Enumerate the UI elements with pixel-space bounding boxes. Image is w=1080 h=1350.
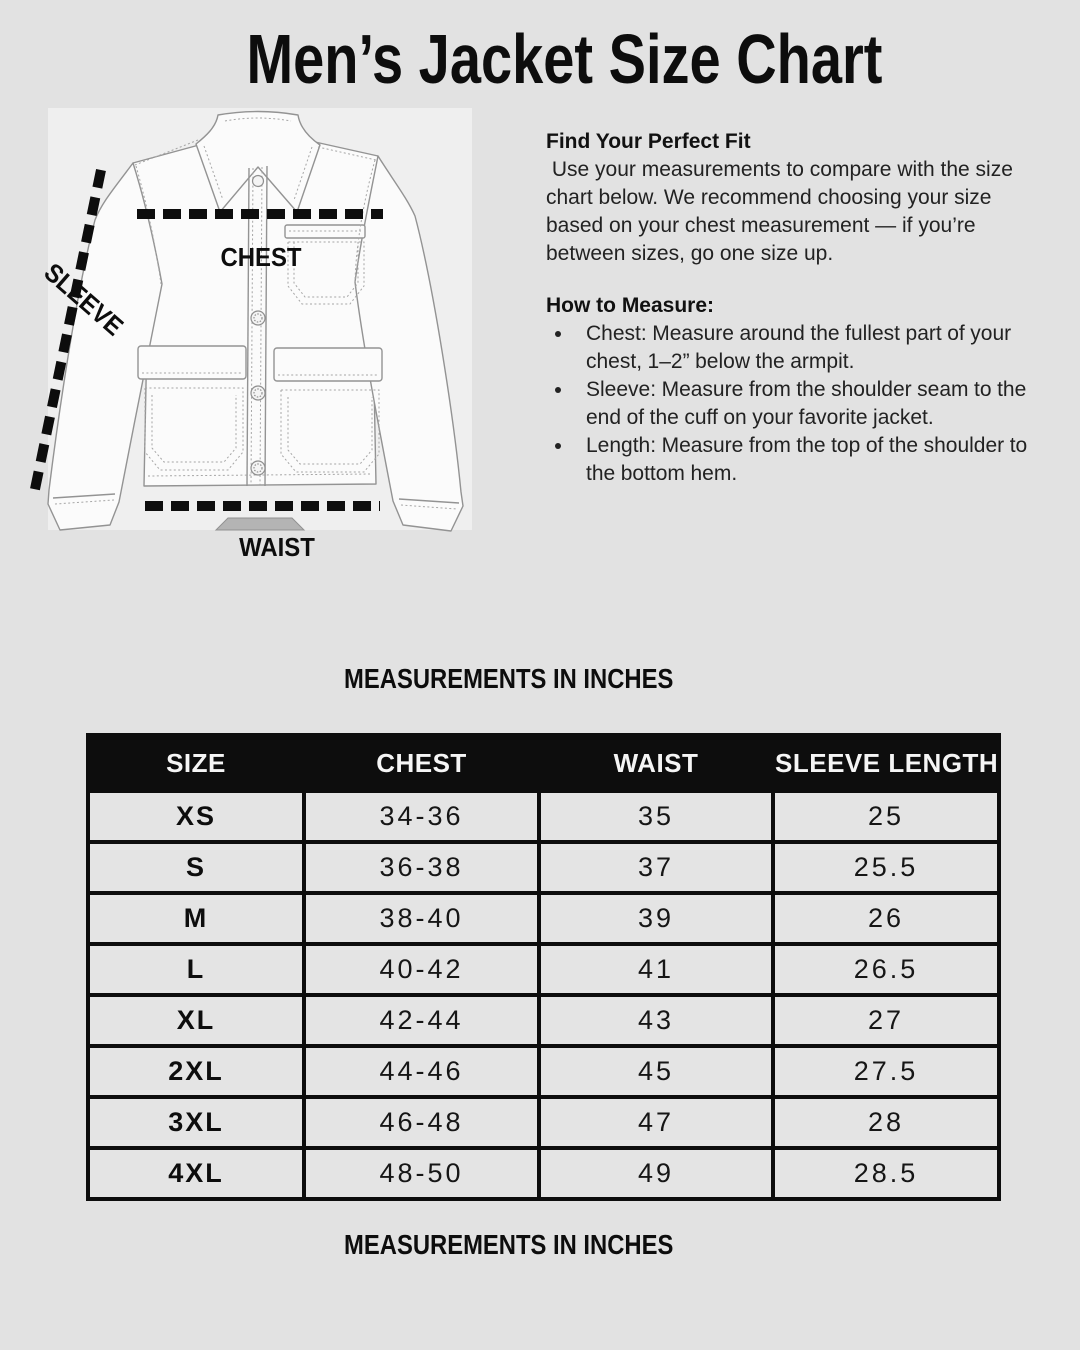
table-header-row xyxy=(88,735,999,791)
jacket-figure xyxy=(38,108,472,578)
table-row xyxy=(88,1046,999,1097)
measurements-heading-top: MEASUREMENTS IN INCHES xyxy=(343,663,674,694)
cell-chest: 38-40 xyxy=(304,893,539,944)
table-row xyxy=(88,944,999,995)
table-row xyxy=(88,1097,999,1148)
cell-waist: 49 xyxy=(539,1148,773,1199)
cell-size: XL xyxy=(88,995,304,1046)
jacket-base-shape xyxy=(216,518,304,530)
cell-waist: 45 xyxy=(539,1046,773,1097)
list-item-sleeve: • Sleeve: Measure from the shoulder seam to the end of the cuff on your favorite jacket. xyxy=(574,376,1032,432)
cell-size: M xyxy=(88,893,304,944)
cell-sleeve: 27.5 xyxy=(773,1046,999,1097)
list-item-length: • Length: Measure from the top of the shoulder to the bottom hem. xyxy=(574,432,1032,488)
cell-waist: 37 xyxy=(539,842,773,893)
cell-sleeve: 28.5 xyxy=(773,1148,999,1199)
table-row xyxy=(88,842,999,893)
cell-chest: 46-48 xyxy=(304,1097,539,1148)
page-title xyxy=(0,22,1080,96)
column-header-chest: CHEST xyxy=(304,735,539,791)
size-table xyxy=(86,733,1001,1201)
cell-waist: 39 xyxy=(539,893,773,944)
table-row xyxy=(88,1148,999,1199)
column-header-waist: WAIST xyxy=(539,735,773,791)
cell-waist: 47 xyxy=(539,1097,773,1148)
chest-label: CHEST xyxy=(220,243,302,273)
list-item-chest: • Chest: Measure around the fullest part of your chest, 1–2” below the armpit. xyxy=(574,320,1032,376)
cell-sleeve: 25 xyxy=(773,791,999,842)
fit-text: Use your measurements to compare with the size chart below. We recommend choosing your size based on your chest measurement — if you’re between sizes, go one size up. xyxy=(546,158,1019,265)
cell-size: 2XL xyxy=(88,1046,304,1097)
jacket-illustration xyxy=(38,108,472,578)
cell-chest: 48-50 xyxy=(304,1148,539,1199)
cell-size: 4XL xyxy=(88,1148,304,1199)
cell-sleeve: 26.5 xyxy=(773,944,999,995)
cell-size: L xyxy=(88,944,304,995)
measure-heading: How to Measure: xyxy=(546,294,715,317)
sleeve-label: SLEEVE xyxy=(38,257,129,342)
column-header-size: SIZE xyxy=(88,735,304,791)
cell-chest: 40-42 xyxy=(304,944,539,995)
cell-waist: 35 xyxy=(539,791,773,842)
page-title-text: Men’s Jacket Size Chart xyxy=(246,20,882,98)
cell-sleeve: 28 xyxy=(773,1097,999,1148)
cell-waist: 43 xyxy=(539,995,773,1046)
cell-sleeve: 26 xyxy=(773,893,999,944)
cell-chest: 44-46 xyxy=(304,1046,539,1097)
measurements-heading-bottom: MEASUREMENTS IN INCHES xyxy=(343,1229,674,1260)
column-header-sleeve: SLEEVE LENGTH xyxy=(773,735,999,791)
cell-size: XS xyxy=(88,791,304,842)
table-row xyxy=(88,791,999,842)
cell-waist: 41 xyxy=(539,944,773,995)
cell-sleeve: 27 xyxy=(773,995,999,1046)
cell-chest: 42-44 xyxy=(304,995,539,1046)
fit-heading: Find Your Perfect Fit xyxy=(546,130,751,153)
cell-sleeve: 25.5 xyxy=(773,842,999,893)
cell-size: 3XL xyxy=(88,1097,304,1148)
intro-column xyxy=(546,128,1032,488)
cell-chest: 34-36 xyxy=(304,791,539,842)
table-row xyxy=(88,893,999,944)
measure-instructions xyxy=(546,320,1032,488)
table-row xyxy=(88,995,999,1046)
cell-chest: 36-38 xyxy=(304,842,539,893)
waist-label: WAIST xyxy=(239,533,315,563)
cell-size: S xyxy=(88,842,304,893)
